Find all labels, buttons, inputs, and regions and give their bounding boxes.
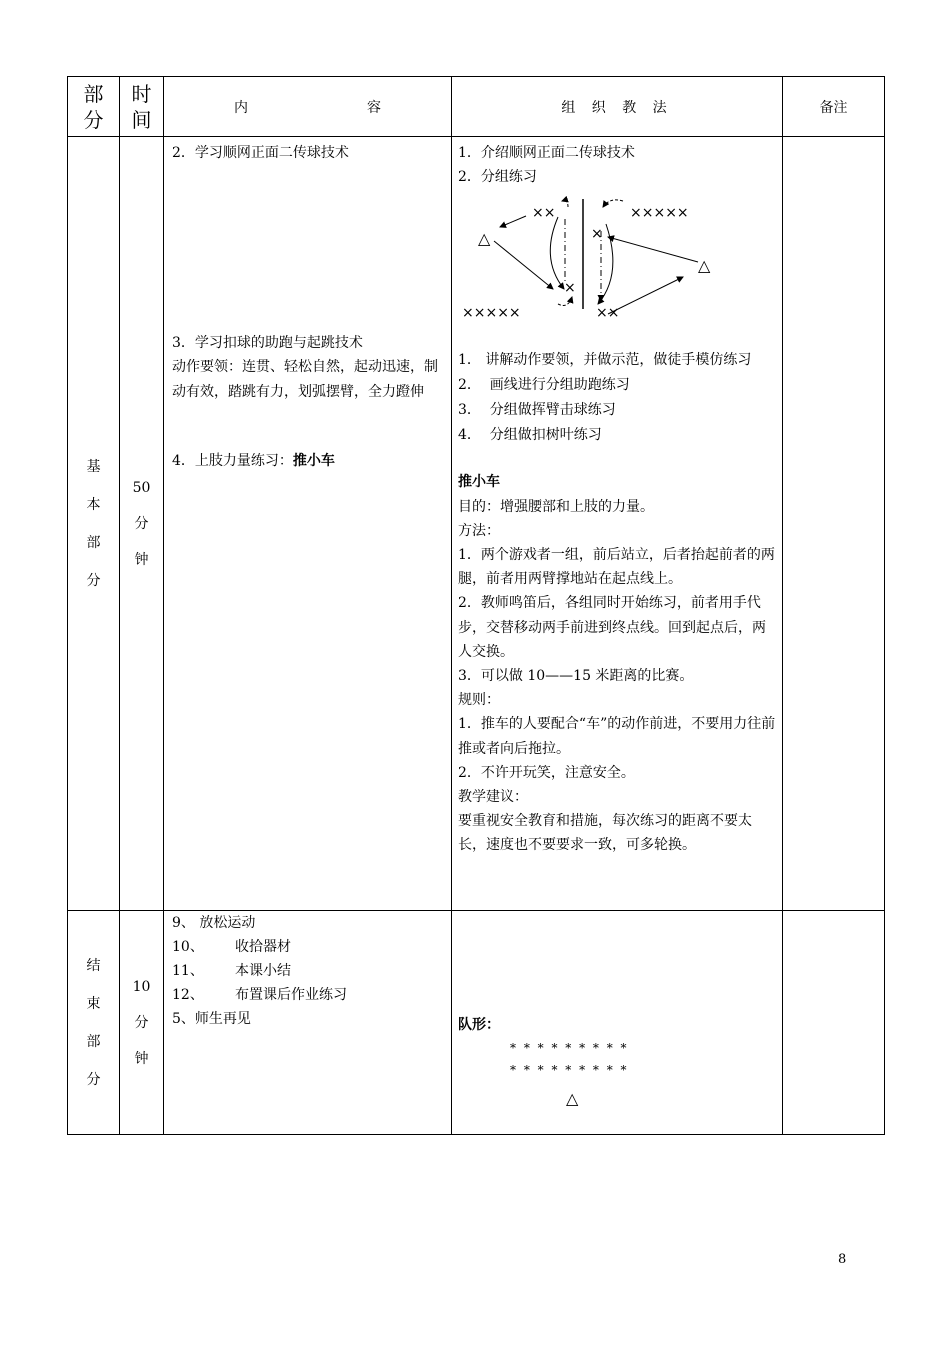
game-title: 推小车 <box>458 474 500 491</box>
method-step-2: 2． 画线进行分组助跑练习 <box>458 377 630 394</box>
header-section: 部分 <box>68 77 120 137</box>
basic-section-label: 基 本 部 分 <box>68 137 120 911</box>
header-time: 时间 <box>120 77 164 137</box>
header-content <box>164 77 452 137</box>
ending-item-5: 5、师生再见 <box>172 1011 251 1027</box>
content-item-3-desc: 动作要领：连贯、轻松自然，起动迅速，制动有效，踏跳有力，划弧摆臂，全力蹬伸 <box>172 359 438 400</box>
basic-content <box>164 137 452 911</box>
game-rule-2: 2．不许开玩笑，注意安全。 <box>458 764 635 781</box>
triangle-right: △ <box>698 256 711 276</box>
game-method-1: 1．两个游戏者一组，前后站立，后者抬起前者的两腿，前者用两臂撑地站在起点线上。 <box>458 547 775 588</box>
header-content-b: 容 <box>366 99 381 116</box>
basic-section-row <box>68 137 885 911</box>
ending-section-row <box>68 911 885 1135</box>
mark-mid-left: × <box>564 280 576 297</box>
basic-notes <box>783 137 885 911</box>
content-item-2: 2．学习顺网正面二传球技术 <box>172 145 349 161</box>
row-bottom-right: ×× <box>596 305 620 320</box>
method-step-4: 4． 分组做扣树叶练习 <box>458 427 602 444</box>
ending-content <box>164 911 452 1135</box>
method-intro-1: 1．介绍顺网正面二传球技术 <box>458 145 635 161</box>
content-item-4: 4．上肢力量练习：推小车 <box>172 453 335 469</box>
ending-notes <box>783 911 885 1135</box>
row-top-left: ×× <box>532 205 556 222</box>
advice-text: 要重视安全教育和措施，每次练习的距离不要太长，速度也不要要求一致，可多轮换。 <box>458 813 752 854</box>
method-step-3: 3． 分组做挥臂击球练习 <box>458 402 616 419</box>
passing-drill-diagram <box>458 189 776 319</box>
game-rules-label: 规则： <box>458 692 500 709</box>
formation-label: 队形： <box>458 1017 500 1033</box>
game-method-label: 方法： <box>458 522 500 539</box>
teacher-triangle: △ <box>566 1089 579 1109</box>
row-top-right: ××××× <box>630 205 689 222</box>
lesson-plan-table <box>67 76 885 1135</box>
game-method-3: 3．可以做 10——15 米距离的比赛。 <box>458 668 694 685</box>
header-notes: 备注 <box>783 77 885 137</box>
content-item-3-title: 3．学习扣球的助跑与起跳技术 <box>172 335 363 351</box>
triangle-left: △ <box>478 229 491 249</box>
header-row <box>68 77 885 137</box>
basic-time: 50 分 钟 <box>120 137 164 911</box>
game-method-2: 2．教师鸣笛后，各组同时开始练习，前者用手代步，交替移动两手前进到终点线。回到起点后，两人交换。 <box>458 595 766 660</box>
method-step-1: 1． 讲解动作要领，并做示范，做徒手模仿练习 <box>458 352 752 369</box>
mark-mid-right: × <box>591 226 603 243</box>
basic-method <box>452 137 783 911</box>
formation-row-2: * * * * * * * * * <box>510 1063 629 1078</box>
ending-item-3: 11、 本课小结 <box>172 963 291 979</box>
ending-item-2: 10、 收拾器材 <box>172 939 291 955</box>
advice-label: 教学建议： <box>458 789 528 806</box>
game-rule-1: 1．推车的人要配合“车”的动作前进，不要用力往前推或者向后拖拉。 <box>458 716 776 757</box>
row-bottom-left: ××××× <box>462 305 521 320</box>
page-number: 8 <box>838 1252 847 1267</box>
ending-item-4: 12、 布置课后作业练习 <box>172 987 347 1003</box>
header-method: 组 织 教 法 <box>452 77 783 137</box>
game-purpose: 目的：增强腰部和上肢的力量。 <box>458 498 654 515</box>
ending-section-label: 结 束 部 分 <box>68 911 120 1135</box>
ending-item-1: 9、 放松运动 <box>172 915 256 931</box>
method-intro-2: 2．分组练习 <box>458 169 537 186</box>
header-content-a: 内 <box>234 99 249 116</box>
ending-method <box>452 911 783 1135</box>
formation-row-1: * * * * * * * * * <box>510 1041 629 1056</box>
ending-time: 10 分 钟 <box>120 911 164 1135</box>
